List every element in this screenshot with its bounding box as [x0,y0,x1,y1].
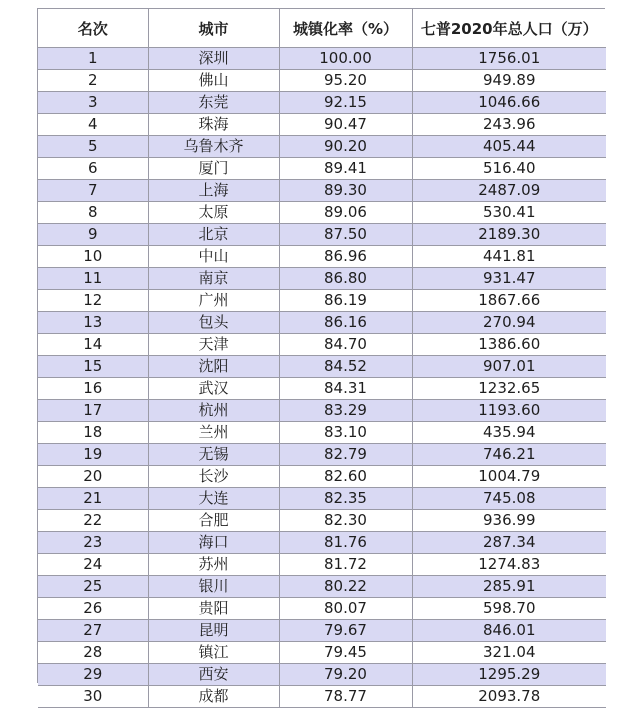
table-row [38,576,606,598]
table-row [38,356,606,378]
cell-city: 乌鲁木齐 [148,136,279,158]
cell-population: 287.34 [412,532,606,554]
cell-city: 沈阳 [148,356,279,378]
table-row [38,312,606,334]
cell-rate: 84.31 [279,378,412,400]
table-row [38,488,606,510]
cell-rank: 3 [38,92,148,114]
header-population: 七普2020年总人口（万） [412,9,606,48]
table-row [38,268,606,290]
cell-rank: 25 [38,576,148,598]
cell-population: 2093.78 [412,686,606,708]
cell-rate: 86.19 [279,290,412,312]
cell-rate: 90.47 [279,114,412,136]
cell-rank: 16 [38,378,148,400]
cell-population: 1386.60 [412,334,606,356]
cell-city: 海口 [148,532,279,554]
cell-rank: 15 [38,356,148,378]
ranking-table-frame [37,8,605,705]
cell-population: 441.81 [412,246,606,268]
cell-rate: 84.52 [279,356,412,378]
cell-rank: 18 [38,422,148,444]
cell-population: 907.01 [412,356,606,378]
cell-city: 中山 [148,246,279,268]
header-rate: 城镇化率（%） [279,9,412,48]
header-row [38,9,606,48]
cell-rank: 6 [38,158,148,180]
cell-population: 1193.60 [412,400,606,422]
header-rank: 名次 [38,9,148,48]
cell-rank: 2 [38,70,148,92]
cell-rank: 29 [38,664,148,686]
cell-population: 936.99 [412,510,606,532]
cell-city: 贵阳 [148,598,279,620]
table-row [38,378,606,400]
cell-city: 北京 [148,224,279,246]
cell-population: 435.94 [412,422,606,444]
table-row [38,114,606,136]
cell-population: 1274.83 [412,554,606,576]
urbanization-ranking-table [38,9,606,708]
table-row [38,466,606,488]
cell-city: 银川 [148,576,279,598]
cell-city: 兰州 [148,422,279,444]
cell-rate: 89.41 [279,158,412,180]
cell-rank: 30 [38,686,148,708]
table-row [38,444,606,466]
cell-city: 大连 [148,488,279,510]
cell-population: 321.04 [412,642,606,664]
cell-rate: 81.76 [279,532,412,554]
cell-population: 2487.09 [412,180,606,202]
cell-rate: 83.10 [279,422,412,444]
cell-population: 598.70 [412,598,606,620]
cell-rate: 100.00 [279,48,412,70]
cell-rate: 90.20 [279,136,412,158]
cell-population: 516.40 [412,158,606,180]
cell-rank: 9 [38,224,148,246]
cell-rate: 79.67 [279,620,412,642]
cell-rank: 23 [38,532,148,554]
table-row [38,202,606,224]
table-row [38,642,606,664]
table-row [38,686,606,708]
cell-rank: 4 [38,114,148,136]
cell-population: 285.91 [412,576,606,598]
table-row [38,246,606,268]
cell-rank: 26 [38,598,148,620]
cell-city: 深圳 [148,48,279,70]
cell-city: 佛山 [148,70,279,92]
cell-rank: 5 [38,136,148,158]
cell-city: 杭州 [148,400,279,422]
cell-population: 949.89 [412,70,606,92]
cell-rate: 79.20 [279,664,412,686]
cell-rank: 1 [38,48,148,70]
cell-rate: 89.06 [279,202,412,224]
cell-rank: 21 [38,488,148,510]
cell-rank: 20 [38,466,148,488]
cell-rate: 81.72 [279,554,412,576]
cell-rate: 89.30 [279,180,412,202]
cell-rank: 11 [38,268,148,290]
cell-city: 无锡 [148,444,279,466]
cell-city: 东莞 [148,92,279,114]
cell-population: 405.44 [412,136,606,158]
cell-rank: 10 [38,246,148,268]
table-row [38,48,606,70]
table-row [38,224,606,246]
cell-city: 南京 [148,268,279,290]
table-row [38,290,606,312]
cell-population: 1046.66 [412,92,606,114]
cell-rate: 86.16 [279,312,412,334]
table-row [38,92,606,114]
cell-city: 上海 [148,180,279,202]
table-row [38,70,606,92]
cell-rate: 86.96 [279,246,412,268]
table-row [38,334,606,356]
cell-city: 苏州 [148,554,279,576]
cell-city: 镇江 [148,642,279,664]
cell-rank: 17 [38,400,148,422]
cell-population: 746.21 [412,444,606,466]
cell-rate: 95.20 [279,70,412,92]
cell-rate: 80.07 [279,598,412,620]
cell-city: 天津 [148,334,279,356]
cell-rank: 24 [38,554,148,576]
cell-city: 包头 [148,312,279,334]
cell-population: 243.96 [412,114,606,136]
table-row [38,422,606,444]
cell-rank: 7 [38,180,148,202]
cell-city: 厦门 [148,158,279,180]
cell-rank: 13 [38,312,148,334]
cell-rank: 22 [38,510,148,532]
cell-population: 1295.29 [412,664,606,686]
cell-rank: 27 [38,620,148,642]
cell-rank: 8 [38,202,148,224]
cell-rate: 87.50 [279,224,412,246]
cell-population: 270.94 [412,312,606,334]
table-body [38,48,606,708]
cell-rate: 82.35 [279,488,412,510]
table-row [38,598,606,620]
cell-population: 745.08 [412,488,606,510]
cell-city: 长沙 [148,466,279,488]
cell-rank: 12 [38,290,148,312]
table-row [38,510,606,532]
table-row [38,554,606,576]
cell-population: 846.01 [412,620,606,642]
cell-rate: 84.70 [279,334,412,356]
cell-rate: 82.60 [279,466,412,488]
table-row [38,180,606,202]
cell-city: 成都 [148,686,279,708]
table-row [38,664,606,686]
cell-population: 1867.66 [412,290,606,312]
cell-population: 530.41 [412,202,606,224]
cell-city: 珠海 [148,114,279,136]
cell-city: 合肥 [148,510,279,532]
table-row [38,620,606,642]
cell-rate: 79.45 [279,642,412,664]
cell-rank: 14 [38,334,148,356]
cell-population: 1756.01 [412,48,606,70]
cell-rank: 19 [38,444,148,466]
cell-population: 931.47 [412,268,606,290]
cell-rate: 86.80 [279,268,412,290]
cell-rate: 82.79 [279,444,412,466]
cell-rate: 78.77 [279,686,412,708]
table-row [38,158,606,180]
cell-city: 广州 [148,290,279,312]
cell-city: 武汉 [148,378,279,400]
cell-rate: 80.22 [279,576,412,598]
table-row [38,400,606,422]
cell-city: 昆明 [148,620,279,642]
cell-rate: 82.30 [279,510,412,532]
cell-population: 1004.79 [412,466,606,488]
table-row [38,532,606,554]
header-city: 城市 [148,9,279,48]
cell-population: 1232.65 [412,378,606,400]
cell-city: 太原 [148,202,279,224]
cell-city: 西安 [148,664,279,686]
cell-rank: 28 [38,642,148,664]
cell-rate: 83.29 [279,400,412,422]
table-row [38,136,606,158]
cell-rate: 92.15 [279,92,412,114]
cell-population: 2189.30 [412,224,606,246]
